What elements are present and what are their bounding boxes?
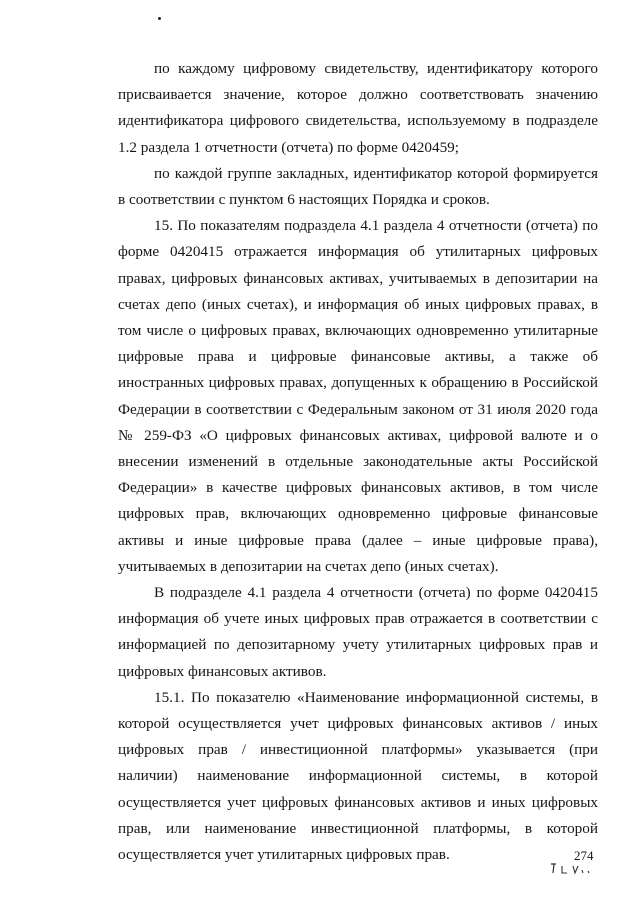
paragraph-5: 15.1. По показателю «Наименование информационной системы, в которой осуществляется учет цифровых финансовых активов / иных цифровых прав / инвестиционной платформы» указывается (при наличии) наименование информационной системы, в которой осуществляется учет цифровых финансовых активов и иных цифровых прав, или наименование инвестиционной платформы, в которой осуществляется учет утилитарных цифровых прав. (118, 688, 598, 864)
paragraph-2: по каждой группе закладных, идентификатор которой формируется в соответствии с пунктом 6 настоящих Порядка и сроков. (118, 164, 598, 209)
handwritten-mark (548, 861, 602, 875)
paragraph-3: 15. По показателям подраздела 4.1 раздела 4 отчетности (отчета) по форме 0420415 отражается информация об утилитарных цифровых правах, цифровых финансовых активах, учитываемых в депозитарии на счетах депо (иных счетах), и информация об иных цифровых правах, в том числе о цифровых правах, включающих одновременно утилитарные цифровые права и цифровые финансовые активы, а также об иностранных цифровых правах, допущенных к обращению в Российской Федерации в соответствии с Федеральным законом от 31 июля 2020 года № 259-ФЗ «О цифровых финансовых активах, цифровой валюте и о внесении изменений в отдельные законодательные акты Российской Федерации» в качестве цифровых финансовых активов, в том числе цифровых прав, включающих одновременно цифровые финансовые активы и иные цифровые права (далее – иные цифровые права), учитываемых в депозитарии на счетах депо (иных счетах). (118, 217, 598, 575)
paragraph-4: В подразделе 4.1 раздела 4 отчетности (отчета) по форме 0420415 информация об учете иных цифровых прав отражается в соответствии с информацией по депозитарному учету утилитарных цифровых прав и цифровых финансовых активов. (118, 584, 598, 680)
paragraph-1: по каждому цифровому свидетельству, идентификатору которого присваивается значение, которое должно соответствовать значению идентификатора цифрового свидетельства, используемому в подразделе 1.2 раздела 1 отчетности (отчета) по форме 0420459; (118, 60, 598, 156)
page-number: 274 (574, 848, 594, 863)
document-body (118, 56, 598, 868)
scan-dot (158, 17, 161, 20)
